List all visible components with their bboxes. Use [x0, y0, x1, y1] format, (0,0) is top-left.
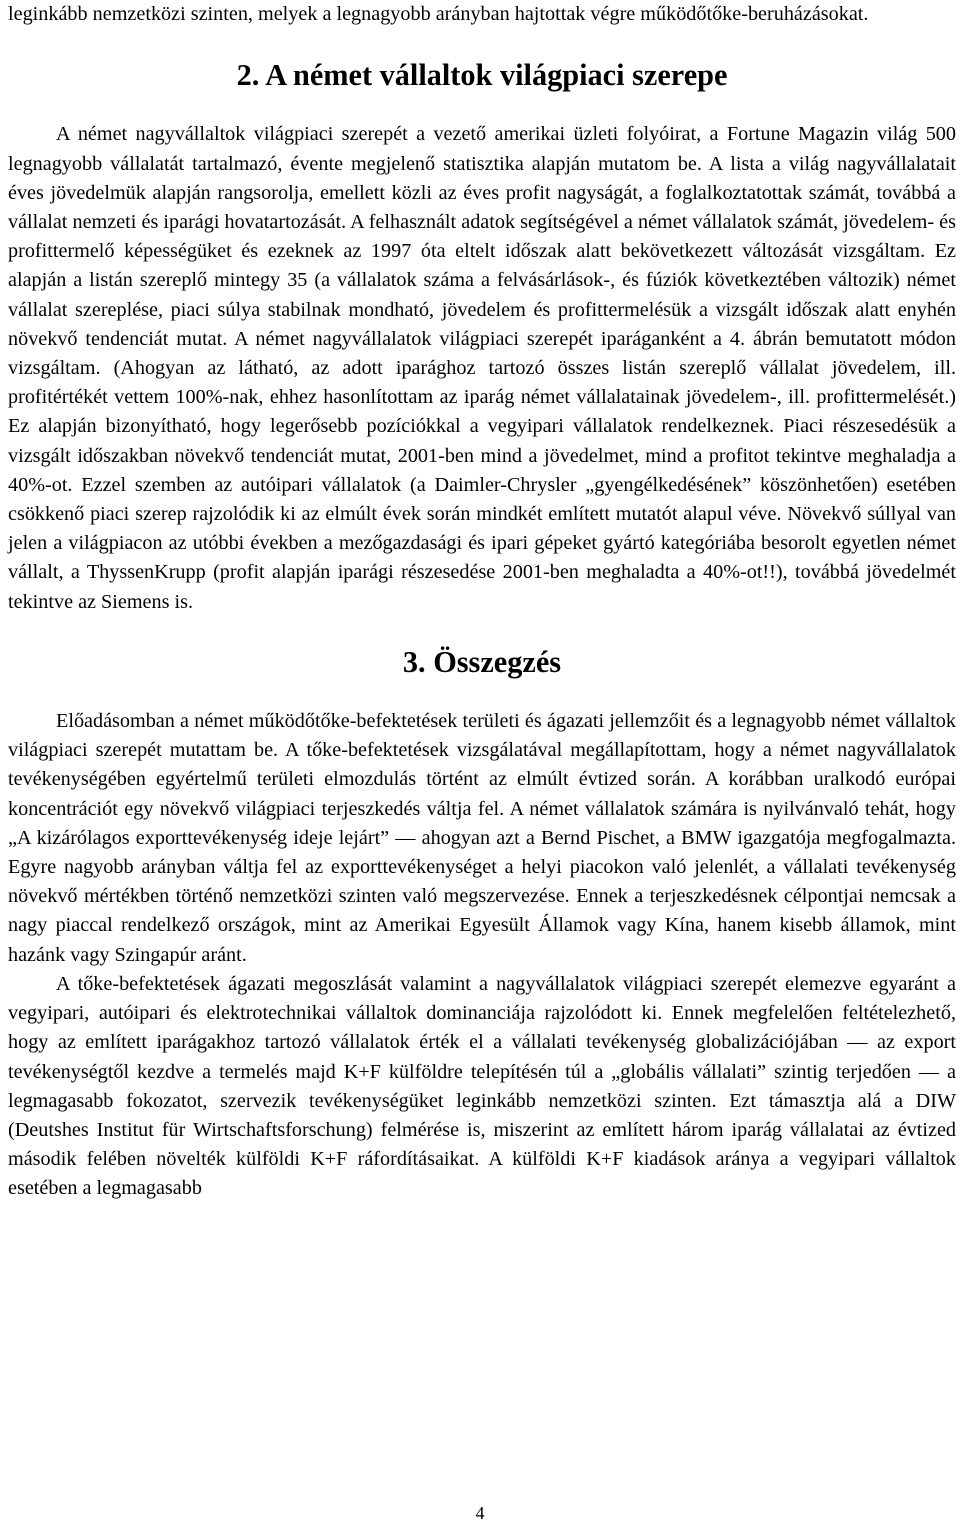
page-number: 4: [475, 1503, 485, 1523]
paragraph-section-2: A német nagyvállaltok világpiaci szerepét a vezető amerikai üzleti folyóirat, a Fortune Magazin világ 500 legnagyobb vállalatát tartalmazó, évente megjelenő statisztika alapján mutatom be. A lista a világ nagyvállalatait éves jövedelmük alapján rangsorolja, emellett közli az éves profit nagyságát, a foglalkoztatottak számát, továbbá a vállalat nemzeti és iparági hovatartozását. A felhasznált adatok segítségével a német vállalatok számát, jövedelem- és profittermelő képességüket és ezeknek az 1997 óta eltelt időszak alatt bekövetkezett változását vizsgáltam. Ez alapján a listán szereplő mintegy 35 (a vállalatok száma a felvásárlások-, és fúziók következtében változik) német vállalat szereplése, piaci súlya stabilnak mondható, jövedelem és profittermelésük a vizsgált időszak alatt enyhén növekvő tendenciát mutat. A német nagyvállalatok világpiaci szerepét iparáganként a 4. ábrán bemutatott módon vizsgáltam. (Ahogyan az látható, az adott iparághoz tartozó összes listán szereplő vállalat jövedelem, ill. profitértékét vettem 100%-nak, ehhez hasonlítottam az iparág német vállalatainak jövedelem-, ill. profittermelését.) Ez alapján bizonyítható, hogy legerősebb pozíciókkal a vegyipari vállalatok rendelkeznek. Piaci részesedésük a vizsgált időszakban növekvő tendenciát mutat, 2001-ben mind a jövedelmet, mind a profitot tekintve meghaladja a 40%-ot. Ezzel szemben az autóipari vállalatok (a Daimler-Chrysler „gyengélkedésének” köszönhetően) esetében csökkenő piaci szerep rajzolódik ki az elmúlt évek során mindkét említett mutatót alapul véve. Növekvő súllyal van jelen a világpiacon az utóbbi években a mezőgazdasági és ipari gépeket gyártó kategóriába besorolt egyetlen német vállalt, a ThyssenKrupp (profit alapján iparági részesedése 2001-ben meghaladta a 40%-ot!!), továbbá jövedelmét tekintve az Siemens is.: [8, 123, 956, 613]
document-page: [8, 0, 956, 1204]
paragraph-summary-2: A tőke-befektetések ágazati megoszlását valamint a nagyvállalatok világpiaci szerepét elemezve egyaránt a vegyipari, autóipari és elektrotechnikai vállaltok dominanciája rajzolódott ki. Ennek megfelelően feltételezhető, hogy az említett iparágakhoz tartozó vállalatok érték el a vállalati tevékenység globalizációjában — az export tevékenységtől kezdve a termelés majd K+F külföldre telepítésén túl a „globális vállalati” szintig terjedően — a legmagasabb fokozatot, szervezik tevékenységüket leginkább nemzetközi szinten. Ezt támasztja alá a DIW (Deutshes Institut für Wirtschaftsforschung) felmérése is, miszerint az említett három iparág vállalatai az évtized második felében növelték külföldi K+F ráfordításaikat. A külföldi K+F kiadások aránya a vegyipari vállaltok esetében a legmagasabb: [8, 972, 956, 1200]
paragraph-summary-1: Előadásomban a német működőtőke-befektetések területi és ágazati jellemzőit és a legnagyobb német vállaltok világpiaci szerepét mutattam be. A tőke-befektetések vizsgálatával megállapítottam, hogy a német nagyvállalatok tevékenységében egyértelmű területi elmozdulás történt az elmúlt évtized során. A korábban uralkodó európai koncentrációt egy növekvő világpiaci terjeszkedés váltja fel. A német vállalatok számára is nyilvánvaló tehát, hogy „A kizárólagos exporttevékenység ideje lejárt” — ahogyan azt a Bernd Pischet, a BMW igazgatója megfogalmazta. Egyre nagyobb arányban váltja fel az exporttevékenységet a helyi piacokon való jelenlét, a vállalati tevékenység növekvő mértékben történő nemzetközi szinten való megszervezése. Ennek a terjeszkedésnek célpontjai nemcsak a nagy piaccal rendelkező országok, mint az Amerikai Egyesült Államok vagy Kína, hanem kisebb államok, mint hazánk vagy Szingapúr aránt.: [8, 710, 956, 966]
section-heading-2: 2. A német vállaltok világpiaci szerepe: [236, 58, 728, 93]
section-heading-3: 3. Összegzés: [402, 644, 562, 679]
paragraph-intro-continued: leginkább nemzetközi szinten, melyek a legnagyobb arányban hajtottak végre működőtőke-beruházásokat.: [8, 3, 869, 25]
